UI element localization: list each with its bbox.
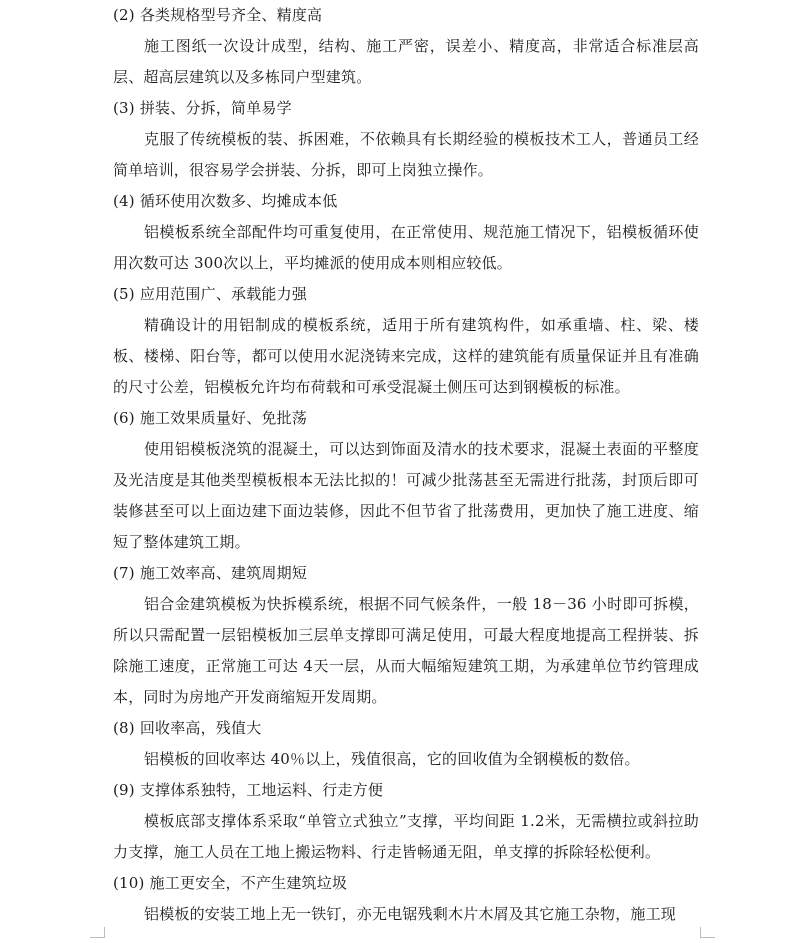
section-heading: (6) 施工效果质量好、免批荡 bbox=[113, 409, 308, 427]
section-paragraph: 铝模板的回收率达 40％以上，残值很高，它的回收值为全钢模板的数倍。 bbox=[144, 750, 640, 768]
section-paragraph: 施工图纸一次设计成型，结构、施工严密，误差小、精度高，非常适合标准层高层、超高层建筑以及多栋同户型建筑。 bbox=[113, 37, 699, 86]
section-paragraph: 铝模板的安装工地上无一铁钉，亦无电锯残剩木片木屑及其它施工杂物，施工现 bbox=[144, 905, 677, 923]
section-heading: (8) 回收率高，残值大 bbox=[113, 719, 262, 737]
section-heading: (10) 施工更安全，不产生建筑垃圾 bbox=[113, 874, 348, 892]
section-heading: (4) 循环使用次数多、均摊成本低 bbox=[113, 192, 338, 210]
section-paragraph: 克服了传统模板的装、拆困难，不依赖具有长期经验的模板技术工人，普通员工经简单培训，很容易学会拼装、分拆，即可上岗独立操作。 bbox=[113, 130, 699, 179]
section-heading: (3) 拼装、分拆，简单易学 bbox=[113, 99, 292, 117]
section-paragraph: 模板底部支撑体系采取“单管立式独立”支撑，平均间距 1.2米，无需横拉或斜拉助力支撑，施工人员在工地上搬运物料、行走皆畅通无阻，单支撑的拆除轻松便利。 bbox=[113, 812, 699, 861]
document-body bbox=[113, 0, 699, 930]
left-margin-corner-mark bbox=[90, 927, 105, 938]
right-margin-corner-mark bbox=[700, 927, 715, 938]
section-heading: (7) 施工效率高、建筑周期短 bbox=[113, 564, 308, 582]
section-paragraph: 精确设计的用铝制成的模板系统，适用于所有建筑构件，如承重墙、柱、梁、楼板、楼梯、阳台等，都可以使用水泥浇铸来完成，这样的建筑能有质量保证并且有准确的尺寸公差，铝模板允许均布荷载和可承受混凝土侧压可达到钢模板的标准。 bbox=[113, 316, 699, 396]
section-heading: (2) 各类规格型号齐全、精度高 bbox=[113, 6, 323, 24]
section-paragraph: 铝模板系统全部配件均可重复使用，在正常使用、规范施工情况下，铝模板循环使用次数可达 300次以上，平均摊派的使用成本则相应较低。 bbox=[113, 223, 699, 272]
section-paragraph: 铝合金建筑模板为快拆模系统，根据不同气候条件，一般 18－36 小时即可拆模，所以只需配置一层铝模板加三层单支撑即可满足使用，可最大程度地提高工程拼装、拆除施工速度，正常施工可达 4天一层，从而大幅缩短建筑工期，为承建单位节约管理成本，同时为房地产开发商缩短开发周期。 bbox=[113, 595, 699, 706]
section-paragraph: 使用铝模板浇筑的混凝土，可以达到饰面及清水的技术要求，混凝土表面的平整度及光洁度是其他类型模板根本无法比拟的！可减少批荡甚至无需进行批荡，封顶后即可装修甚至可以上面边建下面边装修，因此不但节省了批荡费用，更加快了施工进度、缩短了整体建筑工期。 bbox=[113, 440, 699, 551]
section-heading: (9) 支撑体系独特，工地运料、行走方便 bbox=[113, 781, 384, 799]
section-heading: (5) 应用范围广、承载能力强 bbox=[113, 285, 308, 303]
